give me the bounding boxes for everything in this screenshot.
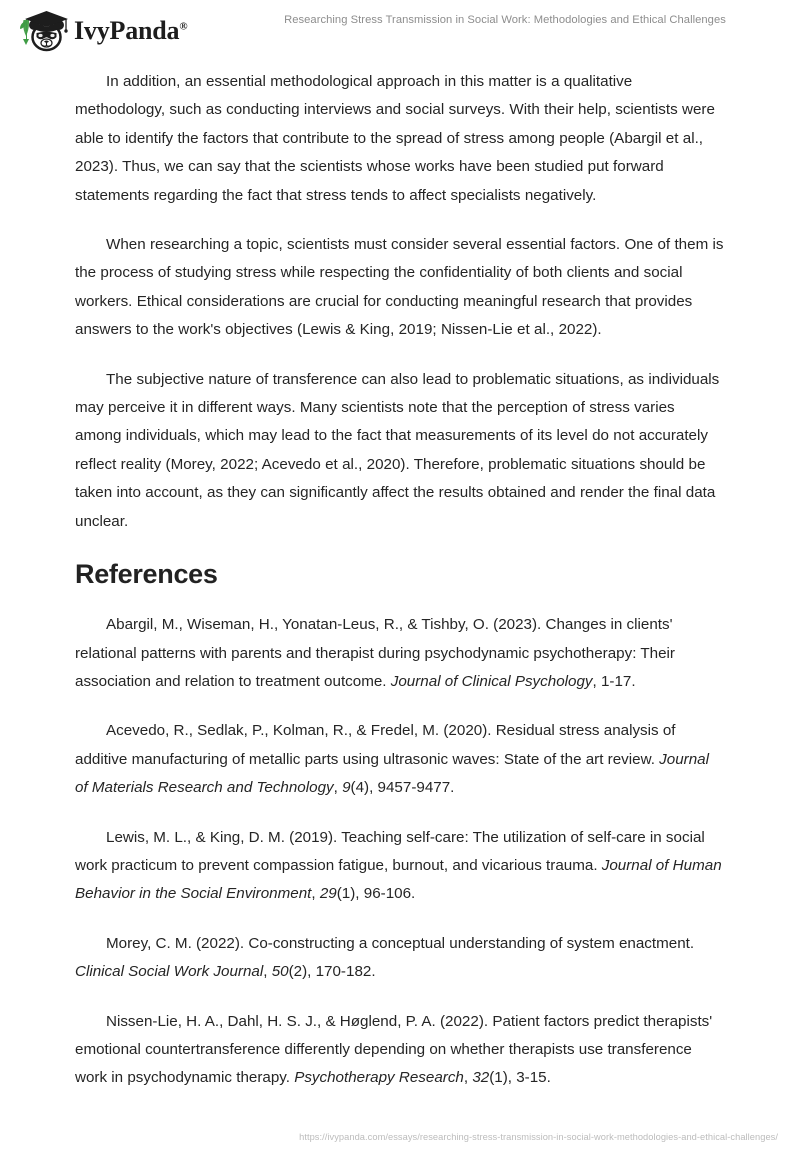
source-url-link[interactable]: https://ivypanda.com/essays/researching-stress-transmission-in-social-work-methodologies-and-ethical-challenges/ — [299, 1132, 778, 1142]
reference-entry — [75, 611, 725, 696]
reference-tail: (2), 170-182. — [288, 963, 376, 981]
reference-tail: (4), 9457-9477. — [350, 779, 455, 797]
document-content — [75, 68, 725, 1114]
brand-name-text: IvyPanda — [74, 16, 180, 45]
reference-tail: , 1-17. — [592, 672, 636, 690]
body-paragraph: The subjective nature of transference can also lead to problematic situations, as individuals may perceive it in different ways. Many scientists note that the perception of stress varies among individuals, which may lead to the fact that measurements of its level do not accurately reflect reality (Morey, 2022; Acevedo et al., 2020). Therefore, problematic situations should be taken into account, as they can significantly affect the results obtained and render the final data unclear. — [75, 370, 720, 530]
body-paragraph: In addition, an essential methodological approach in this matter is a qualitative methodology, such as conducting interviews and social surveys. With their help, scientists were able to identify the factors that contribute to the spread of stress among people (Abargil et al., 2023). Thus, we can say that the scientists whose works have been studied put forward statements regarding the fact that stress tends to affect specialists negatively. — [75, 73, 715, 204]
reference-text: Lewis, M. L., & King, D. M. (2019). Teaching self-care: The utilization of self-care in social work practicum to prevent compassion fatigue, burnout, and vicarious trauma. — [75, 828, 705, 874]
reference-volume: 29 — [319, 885, 337, 903]
reference-separator: , — [333, 779, 343, 797]
references-heading: References — [75, 559, 218, 590]
reference-journal-title: Journal of Clinical Psychology — [390, 672, 593, 690]
reference-journal-title: Psychotherapy Research — [294, 1069, 464, 1087]
reference-journal-title: Journal of Human Behavior in the Social Environment — [75, 856, 722, 903]
registered-mark-icon: ® — [179, 20, 188, 33]
reference-volume: 32 — [472, 1069, 490, 1087]
reference-text: Nissen-Lie, H. A., Dahl, H. S. J., & Høglend, P. A. (2022). Patient factors predict therapists' emotional countertransference differently depending on whether therapists use transference work in psychodynamic therapy. — [75, 1012, 713, 1087]
ivypanda-logo[interactable] — [14, 8, 187, 54]
reference-text: Abargil, M., Wiseman, H., Yonatan-Leus, R., & Tishby, O. (2023). Changes in clients' relational patterns with parents and therapist during psychodynamic psychotherapy: Their association and relation to treatment outcome. — [75, 616, 675, 690]
reference-tail: (1), 3-15. — [489, 1069, 551, 1087]
reference-entry — [75, 824, 725, 909]
reference-entry — [75, 930, 725, 987]
reference-separator: , — [263, 963, 272, 981]
reference-volume: 9 — [342, 779, 351, 797]
reference-tail: (1), 96-106. — [336, 885, 416, 903]
reference-journal-title: Journal of Materials Research and Technology — [75, 750, 709, 797]
reference-text: Acevedo, R., Sedlak, P., Kolman, R., & Fredel, M. (2020). Residual stress analysis of additive manufacturing of metallic parts using ultrasonic waves: State of the art review. — [75, 722, 676, 768]
body-paragraph: When researching a topic, scientists must consider several essential factors. One of them is the process of studying stress while respecting the confidentiality of both clients and social workers. Ethical considerations are crucial for conducting meaningful research that provides answers to the work's objectives (Lewis & King, 2019; Nissen-Lie et al., 2022). — [75, 236, 724, 339]
panda-graduate-logo-icon — [14, 8, 72, 54]
reference-journal-title: Clinical Social Work Journal — [75, 963, 264, 981]
reference-volume: 50 — [271, 963, 289, 981]
page-header — [0, 0, 800, 60]
reference-text: Morey, C. M. (2022). Co-constructing a conceptual understanding of system enactment. — [106, 934, 695, 952]
reference-entry — [75, 1008, 725, 1093]
brand-name — [74, 18, 187, 44]
document-header-title: Researching Stress Transmission in Social Work: Methodologies and Ethical Challenges — [284, 14, 726, 26]
reference-separator: , — [463, 1069, 473, 1087]
reference-separator: , — [311, 885, 320, 903]
reference-entry — [75, 717, 725, 802]
